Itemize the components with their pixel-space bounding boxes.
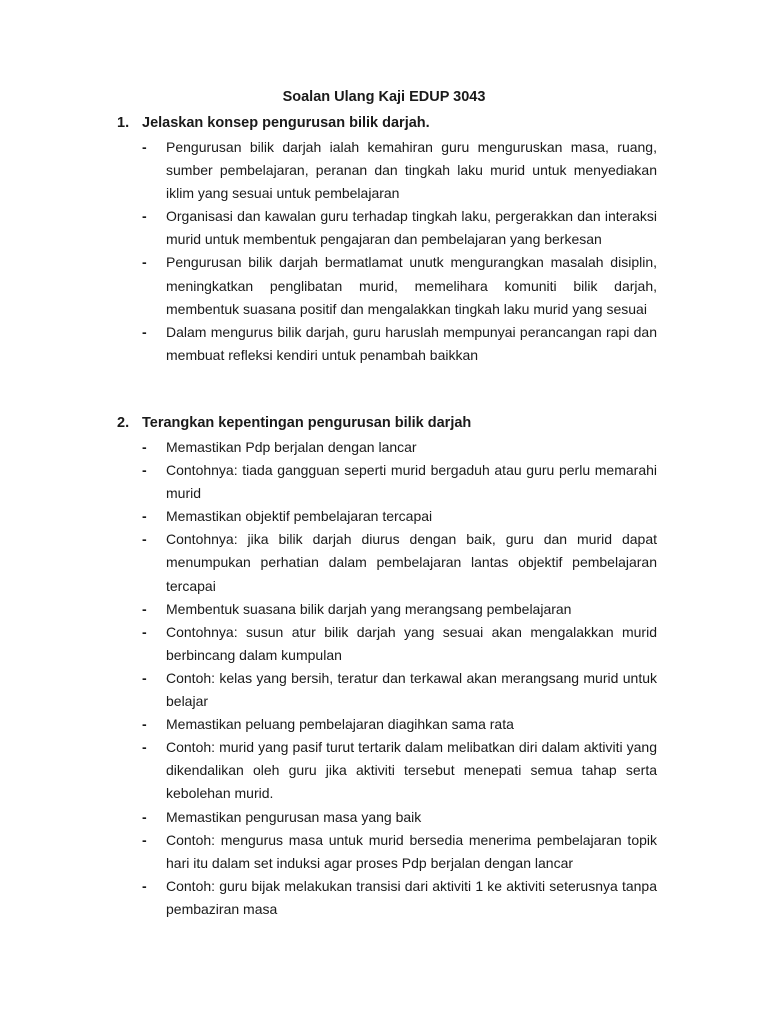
bullet-text: Contoh: murid yang pasif turut tertarik dalam melibatkan diri dalam aktiviti yang dikendalikan oleh guru jika aktiviti tersebut menepati semua tahap serta kebolehan murid.	[166, 739, 657, 802]
bullet-text: Memastikan objektif pembelajaran tercapai	[166, 508, 433, 525]
bullet-dash: -	[142, 439, 147, 455]
question-text: Jelaskan konsep pengurusan bilik darjah.	[142, 115, 430, 131]
bullet-dash: -	[142, 623, 147, 640]
bullet-dash: -	[142, 462, 147, 479]
list-item	[117, 136, 657, 205]
list-item	[117, 321, 657, 367]
list-item	[117, 505, 657, 528]
bullet-dash: -	[142, 877, 147, 894]
list-item	[117, 251, 657, 320]
question-2	[117, 414, 657, 921]
bullet-text: Contoh: kelas yang bersih, teratur dan terkawal akan merangsang murid untuk belajar	[166, 669, 657, 710]
list-item	[117, 528, 657, 597]
document-title: Soalan Ulang Kaji EDUP 3043	[282, 89, 486, 105]
bullet-text: Memastikan pengurusan masa yang baik	[166, 808, 422, 825]
list-item	[117, 436, 657, 459]
question-1	[117, 114, 657, 367]
list-item	[117, 205, 657, 251]
question-heading	[117, 414, 657, 432]
bullet-text: Memastikan peluang pembelajaran diagihkan sama rata	[166, 716, 514, 733]
bullet-text: Contoh: mengurus masa untuk murid bersedia menerima pembelajaran topik hari itu dalam set induksi agar proses Pdp berjalan dengan lancar	[166, 831, 657, 871]
list-item	[117, 621, 657, 667]
bullet-dash: -	[142, 669, 147, 686]
answer-list	[117, 436, 657, 921]
bullet-text: Contohnya: tiada gangguan seperti murid bergaduh atau guru perlu memarahi murid	[166, 462, 657, 502]
list-item	[117, 806, 657, 829]
bullet-text: Dalam mengurus bilik darjah, guru haruslah mempunyai perancangan rapi dan membuat refleksi kendiri untuk penambah baikkan	[166, 323, 657, 363]
answer-list	[117, 136, 657, 367]
bullet-text: Pengurusan bilik darjah bermatlamat unutk mengurangkan masalah disiplin, meningkatkan penglibatan murid, memelihara komuniti bilik darjah, membentuk suasana positif dan mengalakkan tingkah laku murid yang sesuai	[166, 254, 657, 317]
question-number: 1.	[117, 115, 130, 131]
bullet-dash: -	[142, 508, 147, 525]
list-item	[117, 713, 657, 736]
bullet-dash: -	[142, 139, 147, 155]
bullet-text: Organisasi dan kawalan guru terhadap tingkah laku, pergerakkan dan interaksi murid untuk membentuk pengajaran dan pembelajaran yang berkesan	[166, 208, 657, 248]
bullet-text: Contoh: guru bijak melakukan transisi dari aktiviti 1 ke aktiviti seterusnya tanpa pembaziran masa	[166, 877, 657, 917]
bullet-dash: -	[142, 716, 147, 733]
bullet-dash: -	[142, 808, 147, 825]
question-text: Terangkan kepentingan pengurusan bilik darjah	[142, 415, 472, 431]
list-item	[117, 829, 657, 875]
bullet-dash: -	[142, 831, 147, 848]
bullet-dash: -	[142, 208, 147, 225]
bullet-dash: -	[142, 531, 147, 548]
bullet-text: Memastikan Pdp berjalan dengan lancar	[166, 439, 417, 455]
bullet-dash: -	[142, 323, 147, 340]
bullet-dash: -	[142, 739, 147, 756]
list-item	[117, 667, 657, 713]
list-item	[117, 875, 657, 921]
list-item	[117, 598, 657, 621]
question-number: 2.	[117, 415, 130, 431]
bullet-text: Pengurusan bilik darjah ialah kemahiran guru menguruskan masa, ruang, sumber pembelajaran, peranan dan tingkah laku murid untuk menyediakan iklim yang sesuai untuk pembelajaran	[166, 139, 657, 202]
bullet-dash: -	[142, 254, 147, 271]
bullet-text: Membentuk suasana bilik darjah yang merangsang pembelajaran	[166, 600, 572, 617]
bullet-text: Contohnya: jika bilik darjah diurus dengan baik, guru dan murid dapat menumpukan perhatian dalam pembelajaran lantas objektif pembelajaran tercapai	[166, 531, 657, 594]
question-heading	[117, 114, 657, 132]
list-item	[117, 736, 657, 805]
bullet-text: Contohnya: susun atur bilik darjah yang sesuai akan mengalakkan murid berbincang dalam kumpulan	[166, 623, 657, 663]
list-item	[117, 459, 657, 505]
bullet-dash: -	[142, 600, 147, 617]
